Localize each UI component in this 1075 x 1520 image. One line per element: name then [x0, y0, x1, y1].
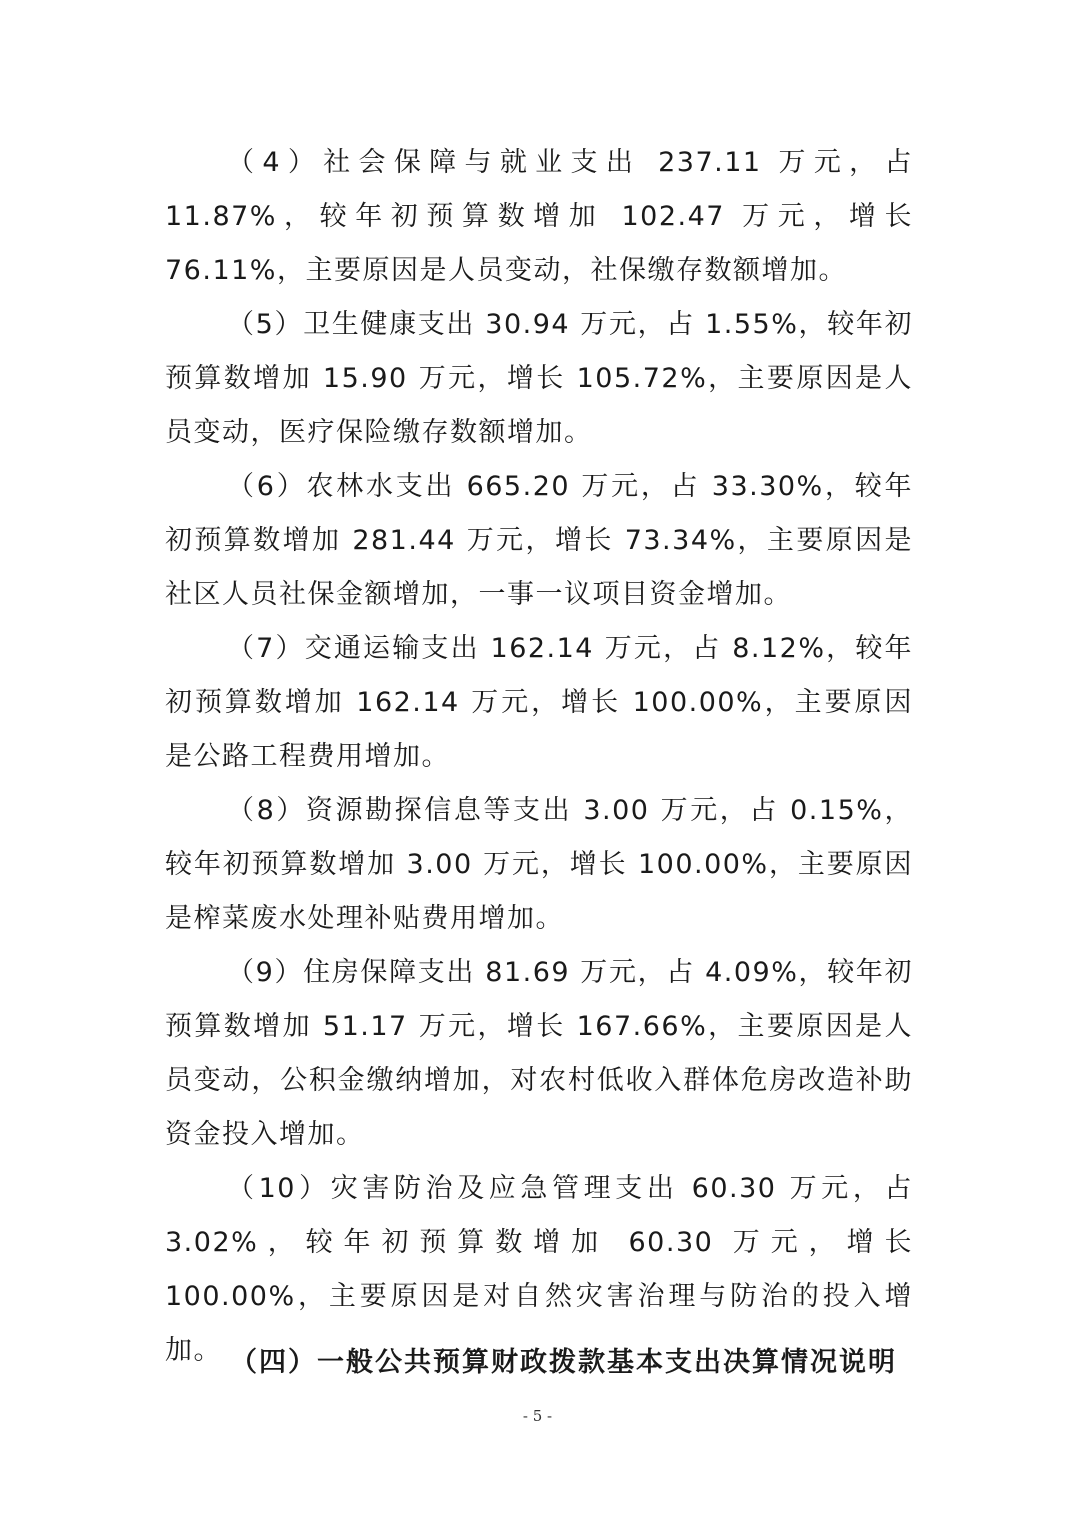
paragraph-agriculture: （6）农林水支出 665.20 万元，占 33.30%，较年初预算数增加 281.44 万元，增长 73.34%，主要原因是社区人员社保金额增加，一事一议项目资金增加。 — [165, 471, 913, 610]
paragraph-health: （5）卫生健康支出 30.94 万元，占 1.55%，较年初预算数增加 15.90 万元，增长 105.72%，主要原因是人员变动，医疗保险缴存数额增加。 — [165, 309, 913, 448]
paragraph-disaster: （10）灾害防治及应急管理支出 60.30 万元，占 3.02%，较年初预算数增加 60.30 万元，增长 100.00%，主要原因是对自然灾害治理与防治的投入增加。 — [165, 1173, 913, 1366]
paragraph-transport: （7）交通运输支出 162.14 万元，占 8.12%，较年初预算数增加 162.14 万元，增长 100.00%，主要原因是公路工程费用增加。 — [165, 633, 913, 772]
body-text — [165, 136, 913, 1378]
paragraph-social-security: （4）社会保障与就业支出 237.11 万元，占 11.87%，较年初预算数增加 102.47 万元，增长 76.11%，主要原因是人员变动，社保缴存数额增加。 — [165, 147, 913, 286]
page-number: - 5 - — [522, 1407, 553, 1425]
section-heading: （四）一般公共预算财政拨款基本支出决算情况说明 — [230, 1347, 897, 1378]
paragraph-housing: （9）住房保障支出 81.69 万元，占 4.09%，较年初预算数增加 51.17 万元，增长 167.66%，主要原因是人员变动，公积金缴纳增加，对农村低收入群体危房改造补助资金投入增加。 — [165, 957, 913, 1150]
paragraph-resources: （8）资源勘探信息等支出 3.00 万元，占 0.15%，较年初预算数增加 3.00 万元，增长 100.00%，主要原因是榨菜废水处理补贴费用增加。 — [165, 795, 913, 934]
